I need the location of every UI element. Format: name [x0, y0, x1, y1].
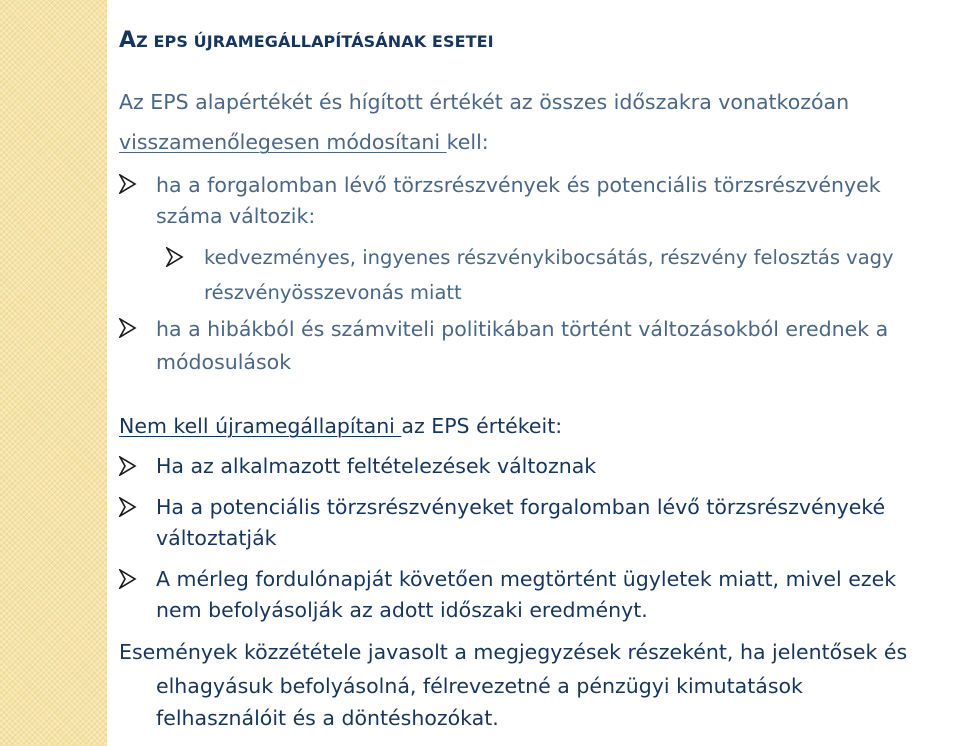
- bullet-1-line-2: száma változik:: [156, 204, 316, 228]
- slide-content: [119, 0, 954, 746]
- slide-title: [119, 28, 494, 53]
- title-initial: A: [119, 28, 137, 53]
- bullet-2-line-2: módosulások: [156, 350, 292, 374]
- arrowhead-bullet-icon: [119, 497, 137, 517]
- no-restate-underlined: Nem kell újramegállapítani: [119, 414, 402, 438]
- bullet-1-line-1: ha a forgalomban lévő törzsrészvények és potenciális törzsrészvények: [156, 173, 881, 197]
- sub-bullet-line-1: kedvezményes, ingyenes részvénykibocsátás, részvény felosztás vagy: [204, 246, 894, 269]
- bullet-4-line-2: változtatják: [156, 526, 277, 550]
- arrowhead-bullet-icon: [119, 174, 137, 194]
- title-rest: Z EPS ÚJRAMEGÁLLAPÍTÁSÁNAK ESETEI: [136, 32, 494, 51]
- arrowhead-bullet-icon: [119, 569, 137, 589]
- bullet-5-line-2: nem befolyásolják az adott időszaki eredményt.: [156, 598, 648, 622]
- arrowhead-bullet-icon: [119, 456, 137, 476]
- intro-underlined-text: visszamenőlegesen módosítani: [119, 130, 447, 154]
- events-line-1: Események közzététele javasolt a megjegyzések részeként, ha jelentősek és: [119, 640, 908, 664]
- arrowhead-bullet-icon: [119, 318, 137, 338]
- events-line-3: felhasználóit és a döntéshozókat.: [156, 706, 499, 730]
- intro-rest-text: kell:: [446, 130, 489, 154]
- arrowhead-bullet-icon: [166, 247, 184, 267]
- bullet-3-line: Ha az alkalmazott feltételezések változnak: [156, 454, 597, 478]
- bullet-4-line-1: Ha a potenciális törzsrészvényeket forgalomban lévő törzsrészvényeké: [156, 495, 886, 519]
- bullet-2-line-1: ha a hibákból és számviteli politikában történt változásokból erednek a: [156, 317, 889, 341]
- intro-line-2: [119, 129, 489, 155]
- no-restate-rest: az EPS értékeit:: [401, 414, 563, 438]
- no-restate-heading: [119, 413, 562, 439]
- intro-line-1: Az EPS alapértékét és hígított értékét az összes időszakra vonatkozóan: [119, 90, 850, 114]
- bullet-5-line-1: A mérleg fordulónapját követően megtörtént ügyletek miatt, mivel ezek: [156, 567, 897, 591]
- decorative-side-strip: [0, 0, 107, 746]
- sub-bullet-line-2: részvényösszevonás miatt: [204, 281, 462, 304]
- events-line-2: elhagyásuk befolyásolná, félrevezetné a pénzügyi kimutatások: [156, 674, 803, 698]
